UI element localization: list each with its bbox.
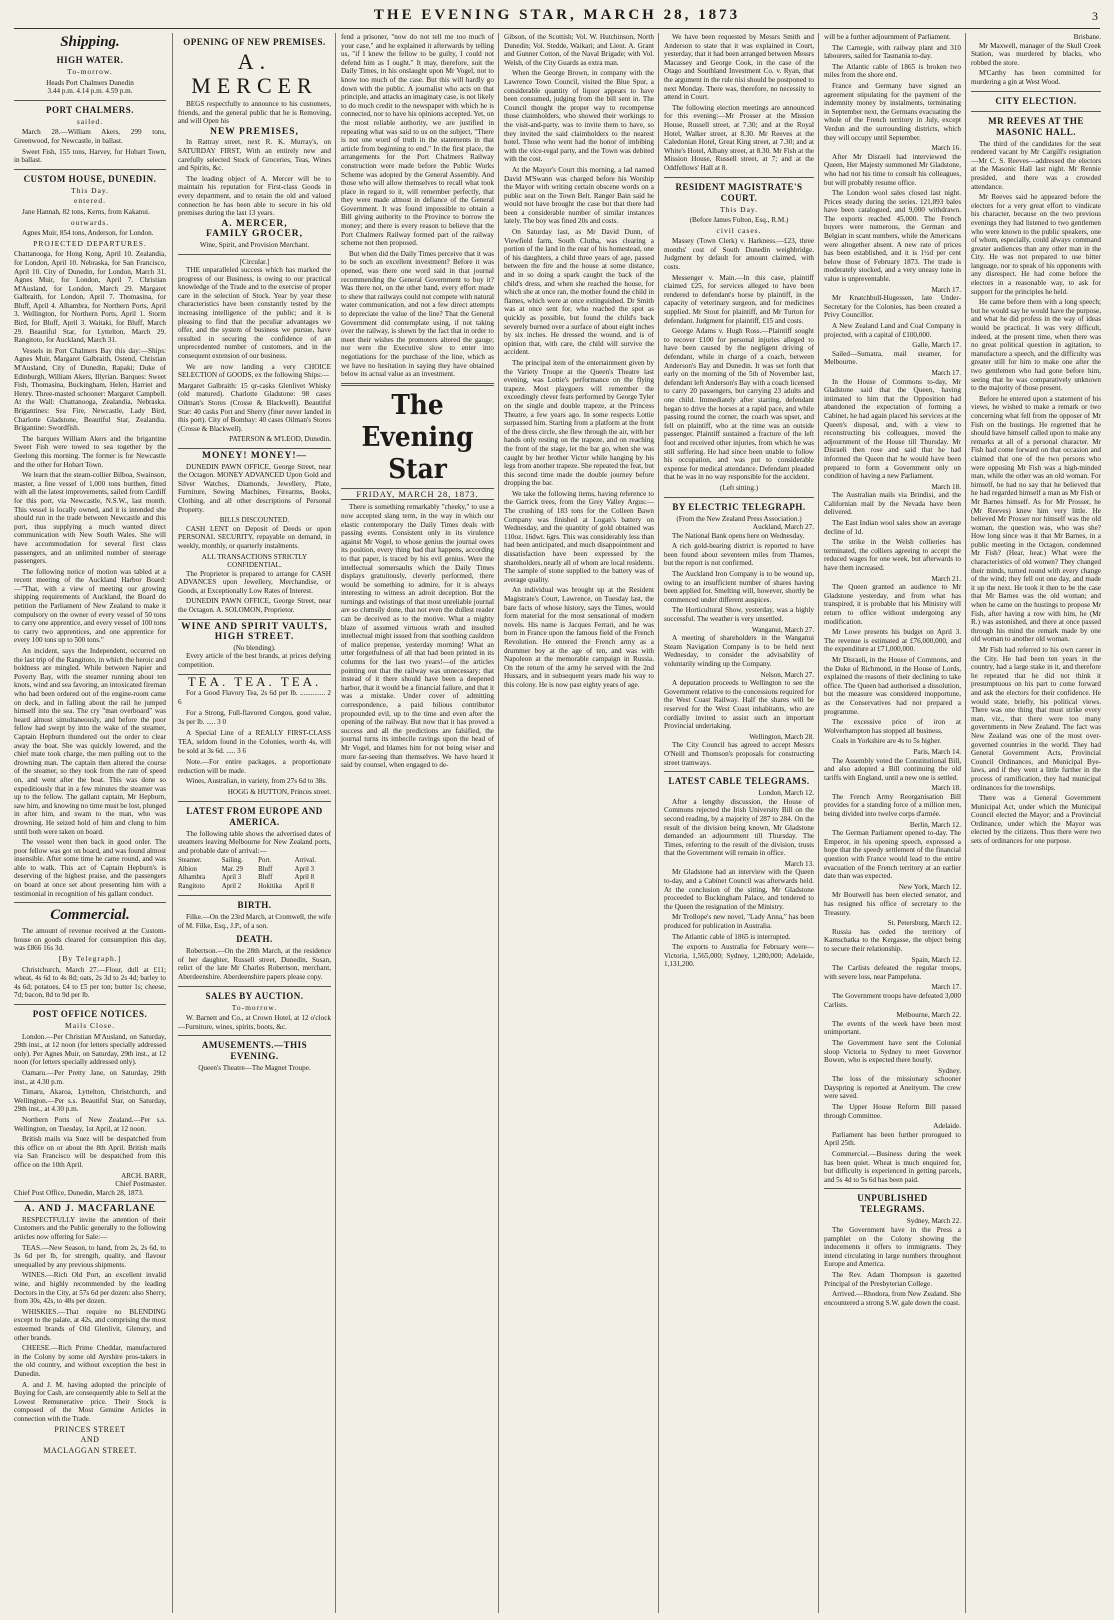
- paragraph: He came before them with a long speech; but he would say he would have the purpose, and what he did profess in the way of ideas would be practical. It was very difficult, indeed, at the present time, when there was no great political question in agitation, to manufacture a speech, and the difficulty was greater still for him to make one after the two gentlemen who had gone before him, seeing that he was comparatively unknown to the majority of those present.: [971, 298, 1101, 393]
- tea-heading: TEA. TEA. TEA.: [187, 673, 322, 689]
- table-cell: Bluff: [258, 865, 273, 873]
- paragraph: British mails via Suez will be despatched from this office on or about the 8th April. British mails via San Francisco will be despatched from this office on the 10th April.: [14, 1135, 166, 1169]
- paragraph: The London wool sales closed last night. Prices steady during the series. 121,893 bales have been catalogued, and 9,000 withdrawn. The exports reached 45,000. The French buyers were numerous, the German and Belgian in scant numbers, while the Americans were altogether absent. A new rate of prices has been established, and it is 1½d per cent below those of February 1873. The trade is moderately stocked, and a very uneasy tone in value is unpreventable.: [824, 189, 961, 284]
- hogg-signature: HOGG & HUTTON, Princes street.: [227, 788, 331, 796]
- paragraph: The following table shows the advertised dates of steamers leaving Melbourne for New Zealand ports, and probable date of arrival:—: [178, 829, 331, 855]
- ad-and: AND: [38, 1204, 62, 1215]
- paragraph: The Assembly voted the Constitutional Bill, and also adopted a Bill continuing the old tariffs with England, until a new one is settled.: [824, 756, 961, 782]
- dateline-london: London, March 12.: [758, 789, 814, 798]
- paragraph: BEGS respectfully to announce to his customers, friends, and the general public that he is Removing, and will Open his: [178, 100, 331, 126]
- dateline: Sydney.: [938, 1066, 961, 1075]
- column-6: [818, 33, 965, 1613]
- tide-times: 3.44 p.m. 4.14 p.m. 4.59 p.m.: [47, 87, 133, 96]
- paragraph: Before he entered upon a statement of his views, he wished to make a remark or two concerning what fell from the opposer of Mr Fish on the hustings. He regretted that he should have himself called upon to make any remarks at all of a personal character. Mr Fish had come forward on that occasion and claimed that one of the two persons who were opposing Mr Fish was a high-minded man, while the other was an old woman. For himself, he had no say that he believed that he had regarded himself a man as Mr Fish or Mr Barnes himself. As for Mr Prosser, he (Mr Reeves) knew him very little. He believed Mr Prosser nor himself was the old woman, the question was, who was she? How long since was it that Mr Barnes, in a public meeting in the Octagon, condemned Mr Fish? (Hear, hear.) What were the characteristics of old women? They changed their minds, turned round with every change of the wind; they fell out one day, and made it up the next. He took it then to be the case that Mr Barnes was the old woman; and when he came on the hustings to propose Mr Fish, after having a row with him, he (Mr R.) was astonished, and there at once passed through his mind the remark made by one old woman to another old woman.: [971, 394, 1101, 644]
- table-cell: Mar. 29: [221, 865, 243, 873]
- paragraph: The vessel went then back in good order. The poor fellow was got on board, and was found almost insensible. After some time he came round, and was able to walk. This act of Captain Hepburn's is deserving of the highest praise, and the passengers on board at once set about presenting him with a testimonial in recognition of his gallant conduct.: [14, 838, 166, 898]
- paragraph: The Upper House Reform Bill passed through Committee.: [824, 1103, 961, 1120]
- paragraph: Mr Maxwell, manager of the Skull Creek Station, was murdered by blacks, who robbed the store.: [971, 41, 1101, 67]
- ad-name: J. MACFARLANE: [65, 1204, 156, 1215]
- signature-name: ARCH. BARR,: [121, 1171, 166, 1180]
- ad-address-2: AND: [80, 1435, 100, 1445]
- paragraph: Filke.—On the 23rd March, at Cromwell, the wife of M. Filke, Esq., J.P., of a son.: [178, 913, 331, 930]
- column-2: [172, 33, 335, 1613]
- paragraph: The events of the week have been most unimportant.: [824, 1019, 961, 1037]
- paragraph: The third of the candidates for the seat rendered vacant by Mr Cargill's resignation —Mr C. S. Reeves—addressed the electors at the Masonic Hall last night. Mr Rennie presided, and there was a crowded attendance.: [971, 139, 1101, 191]
- mercer-signature: A. MERCER,: [221, 218, 288, 229]
- paragraph: When the George Brown, in company with the Lawrence Town Council, visited the Blue Spur, a considerable quantity of liquor appears to have been consumed, judging from the bill sent in. The Council thought the proper way to recompense those claimholders, who showed their workings to the visit-and-party, was to invite them to have, so they invited the said claimholders to the nearest hotel. Those who went had the honor of imbibing with the vice-regal party, and the Town was debited with the cost.: [504, 69, 654, 164]
- projected-departures-heading: PROJECTED DEPARTURES.: [33, 238, 147, 248]
- money-heading: MONEY! MONEY!—: [201, 450, 308, 461]
- paragraph: But when did the Daily Times perceive that it was to be such an excellent investment? Before it was opened, was there one word said in that journal recommending the General Government to buy it? Was there not, on the other hand, every effort made to shew that railways could not compete with natural water communication, and not a few direct attempts to depreciate the value of the line? That the General Government did contemplate using, if not taking over the railway, is shewn by the fact that in order to meet their wishes the promoters altered the gauge; nor were the Executive slow to enter into negotiations for the purchase of the line, which as we have no hesitation in saying they have obtained below its actual value as an investment.: [341, 249, 494, 379]
- latest-europe-heading: LATEST FROM EUROPE AND AMERICA.: [186, 805, 323, 827]
- port-chalmers-heading: PORT CHALMERS.: [45, 104, 135, 115]
- paragraph: A. and J. M. having adopted the principle of Buying for Cash, are consequently able to Sell at the Lowest Remunerative price. Their Stock is composed of the Most Genuine Articles in connection with the Trade.: [14, 1380, 166, 1423]
- paragraph: March 28.—William Akers, 299 tons, Greenwood, for Newcastle, in ballast.: [14, 128, 166, 145]
- tea-price-line: For a Good Flavory Tea, 2s 6d per lb. .............. 2 6: [178, 689, 331, 707]
- paragraph: We learn that the steam-collier Bilboa, Swainson, master, a fine vessel of 1,000 tons burthen, fitted with all the latest improvements, sailed from Cardiff for this port, via Newcastle, N.S.W., last month. This vessel is locally owned, and it is intended she should run in the trade between Newcastle and this port, thus supplying a much wanted direct communication with New South Wales. She will have accommodation for several first class passengers, and an unlimited number of steerage passengers.: [14, 471, 166, 566]
- paragraph: An individual was brought up at the Resident Magistrate's Court, Lawrence, on Tuesday last, the bare facts of whose history, says the Times, would form material for the most sensational of modern novels. His name is Jacques Ferrari, and he was born in France upon the famous field of the French Revolution. He entered the French army as a drummer boy at the age of ten, and was with Napoleon at the memorable campaign in Russia. On the return of the army he served with the 2nd Hussars, and in subsequent years made his way to this colony. He is now past eighty years of age.: [504, 586, 654, 689]
- paragraph: The amount of revenue received at the Custom-house on goods cleared for consumption this day, was £866 16s 3d.: [14, 927, 166, 953]
- divider: [971, 111, 1101, 112]
- table-header: Sailing.: [221, 857, 243, 865]
- left-sitting-label: (Left sitting.): [719, 483, 759, 492]
- paragraph: Mr Trollope's new novel, "Lady Anna," has been produced for publication in Australia.: [664, 913, 814, 931]
- amusements-heading: AMUSEMENTS.—THIS EVENING.: [201, 1040, 308, 1062]
- dateline-wanganui: Wanganui, March 27.: [751, 625, 814, 634]
- ad-initial-a: A.: [24, 1204, 36, 1215]
- reeves-masonic-heading: MR REEVES AT THE MASONIC HALL.: [988, 115, 1084, 137]
- paragraph: DUNEDIN PAWN OFFICE, George Street, near the Octagon. A. SOLOMON, Proprietor.: [178, 597, 331, 615]
- paragraph: Timaru, Akaroa, Lyttelton, Christchurch, and Wellington.—Per s.s. Beautiful Star, on Saturday, 29th inst., at 4.30 p.m.: [14, 1088, 166, 1114]
- paragraph: Commercial.—Business during the week has been quiet. Wheat is much enquired for, but difficulty is experienced in getting parcels, and 5s 4d to 5s 6d has been paid.: [824, 1150, 961, 1184]
- paragraph: Mr Knatchbull-Hugessen, late Under-Secretary for the Colonies, has been created a Privy Councillor.: [824, 294, 961, 320]
- paragraph: George Adams v. Hugh Ross.—Plaintiff sought to recover £100 for personal injuries alleged to have been caused by the negligent driving of defendant, while in charge of a coach, between Anderson's Bay and Dunedin. It was set forth that early on the morning of the 5th of November last, defendant left Anderson's Bay with a coach licensed to carry 20 passengers, but carrying 23 adults and one child. Immediately after starting, defendant began to drive the horses at a rapid pace, and while passing round the corner, the coach was upset, and fell on plaintiff, who at the time was an outside passenger. Plaintiff sustained a fracture of the left foot and received other injuries, from which he was still suffering. He had since been unable to follow his occupation, and was put to considerable expense for medical attendance. Defendant pleaded that he was in no way responsible for the accident.: [664, 327, 814, 482]
- paragraph: The French Army Reorganisation Bill provides for a standing force of a million men, being divided into twelve corps d'armée.: [824, 792, 961, 819]
- paragraph: Margaret Galbraith: 15 qr-casks Glenlivet Whisky (old matured). Charlotte Gladstone: 98 cases Oilman's Stores (Crosse & Blackwell). Beautiful Star: 40 casks Port and Sherry (finer never landed in this port). City of Bombay: 40 cases Oilman's Stores (Crosse & Blackwell).: [178, 381, 331, 433]
- paragraph: The following notice of motion was tabled at a recent meeting of the Auckland Harbor Board:—"That, with a view of meeting our growing shipping requirements of Auckland, the Board do petition the Parliament of New Zealand to make it compulsory on the owner of every vessel of 50 tons to carry one apprentice, and every vessel of 100 tons to carry two apprentices, and one apprentice for every 100 tons up to 500 tons.": [14, 567, 166, 645]
- page-number: 3: [1092, 9, 1098, 23]
- paragraph: WHISKIES.—That require no BLENDING except to the palate, at 42s, and comprising the most esteemed brands of Old Glenlivit, Glenury, and other brands.: [14, 1307, 166, 1342]
- paragraph: The loss of the missionary schooner Dayspring is reported at Aneityum. The crew were saved.: [824, 1075, 961, 1101]
- dateline: Sydney, March 22.: [906, 1217, 961, 1226]
- column-7: [965, 33, 1101, 1613]
- table-cell: Hokitika: [258, 882, 282, 890]
- paragraph: Northern Ports of New Zealand.—Per s.s. Wellington, on Tuesday, 1st April, at 12 noon.: [14, 1115, 166, 1133]
- dateline: Paris, March 14.: [913, 747, 961, 756]
- paragraph: RESPECTFULLY invite the attention of their Customers and the Public generally to the following articles now offering for Sale:—: [14, 1215, 166, 1242]
- paragraph: The Government have sent the Colonial sloop Victoria to Sydney to meet Governor Bowen, who is expected there hourly.: [824, 1038, 961, 1065]
- paragraph: DUNEDIN PAWN OFFICE, George Street, near the Octagon. MONEY ADVANCED Upon Gold and Silver Watches, Diamonds, Jewellery, Plate, Furniture, Sewing Machines, Firearms, Books, Clothing, and all other descriptions of Personal Property.: [178, 462, 331, 514]
- paragraph: After a lengthy discussion, the House of Commons rejected the Irish University Bill on the second reading, by a majority of 287 to 284. On the result of the division being known, Mr Gladstone demanded an adjournment till Thursday. The Times, referring to the result of the division, trusts that the Government will remain in office.: [664, 797, 814, 858]
- table-cell: April 3: [221, 874, 242, 882]
- dateline: March 18.: [931, 482, 961, 491]
- divider: [178, 895, 331, 896]
- this-day-label: This Day.: [70, 185, 110, 195]
- high-street-label: HIGH STREET.: [214, 632, 295, 643]
- opening-heading: OPENING OF NEW PREMISES.: [183, 37, 326, 47]
- divider: [14, 1004, 166, 1005]
- mercer-ad-title: A. MERCER: [191, 49, 318, 98]
- paragraph: The Auckland Iron Company is to be wound up, owing to an insufficient number of shares having been applied for. Smelting will, however, shortly be commenced under different auspices.: [664, 570, 814, 604]
- table-cell: April 8: [294, 874, 315, 882]
- entered-label: entered.: [74, 196, 106, 206]
- city-election-heading: CITY ELECTION.: [995, 95, 1077, 106]
- tea-price-line: A Special Line of a REALLY FIRST-CLASS TEA, seldom found in the Colonies, worth 4s, will be sold at 3s 6d. ..... 3 6: [178, 729, 331, 756]
- divider: [14, 169, 166, 170]
- paragraph: In Rattray street, next R. K. Murray's, on SATURDAY FIRST, With an entirely new and carefully selected Stock of Groceries, Teas, Wines and Spirits, &c.: [178, 138, 331, 173]
- press-association-label: (From the New Zealand Press Association.): [676, 514, 802, 523]
- wine-merchant-label: Wine, Spirit, and Provision Merchant.: [199, 240, 310, 249]
- columns: [14, 33, 1100, 1613]
- paragraph: THE unparalleled success which has marked the progress of our Business, is owing to our practical knowledge of the Trade and to the exercise of proper care in the selection of Stock. Year by year these characteristics have been constantly tested by the increasing intelligence of the public; and it is pleasing to find that the peculiar advantages we offer, and the system of business we pursue, have resulted in securing the confidence of an unprecedented number of customers, and in the consequent extension of our business.: [178, 266, 331, 361]
- table-header: Port.: [258, 857, 272, 865]
- steamer-table: [178, 857, 331, 891]
- divider: [178, 801, 331, 802]
- cable-telegrams-heading: LATEST CABLE TELEGRAMS.: [668, 776, 810, 787]
- paragraph: Mr Gladstone had an interview with the Queen to-day, and a Cabinet Council was afterwards held. At the conclusion of the sitting, Mr Gladstone proceeded to Buckingham Palace, and tendered to the Queen the resignation of the Ministry.: [664, 868, 814, 911]
- paragraph: In the House of Commons to-day, Mr Gladstone said that the Queen, having intimated to him that the Opposition had abandoned the expectation of forming a Cabinet, he had again placed his services at the Queen's disposal, and, with a view to reconstructing his colleagues, moved the adjournment of the House till Thursday. Mr Disraeli then rose and said that he had informed the Queen that he would have been prepared to form a Government only on condition of having a new Parliament.: [824, 377, 961, 481]
- paragraph: The Queen granted an audience to Mr Gladstone yesterday, and from what has transpired, it is probable that his Ministry will return to office without undergoing any modification.: [824, 583, 961, 626]
- rm-court-heading: RESIDENT MAGISTRATE'S COURT.: [675, 181, 803, 203]
- paragraph: After Mr Disraeli had interviewed the Queen, Her Majesty summoned Mr Gladstone, who had not his time to consult his colleagues, but will probably resume office.: [824, 152, 961, 187]
- page-header: [14, 6, 1100, 29]
- paragraph: The principal item of the entertainment given by the Variety Troupe at the Queen's Theatre last evening, was Lottie's performance on the flying trapeze. Most playgoers will remember the exceedingly clever feats performed by George Tyler on the single and double trapeze, at the Princess Theatre, a few years ago. In some respects Lottie surpassed him. Starting from a platform at the front of the dress circle, she flew through the air, with her hands only resting on the trapeze, and on reaching the front of the stage, let the bar go, when she was caught by her brother Victor while hanging by his legs from another trapeze. She repeated the feat, but this second time made the double journey before dropping the bar.: [504, 358, 654, 488]
- table-cell: April 3: [294, 865, 315, 873]
- paragraph: On Saturday last, as Mr David Dunn, of Viewfield farm, South Clutha, was clearing a portion of the land in the rear of his homestead, one of his daughters, a child three years of age, passed between the fire and the house at some distance, and in so doing a spark caught the back of the child's dress, and when she reached the house, for which she at once ran, the mother found the child in flames, which were at once extinguished. Dr Smith was at once sent for, who reached the spot as quickly as possible, but found the child's back severely burned over a surface of about eight inches by six inches. He dressed the wound, and is of opinion that, with care, the child will survive the accident.: [504, 228, 654, 357]
- paragraph: will be a further adjournment of Parliament.: [824, 33, 951, 41]
- sales-heading: SALES BY AUCTION.: [205, 990, 304, 1001]
- divider: [14, 902, 166, 903]
- death-heading: DEATH.: [236, 934, 273, 945]
- signature-title: Chief Postmaster.: [115, 1180, 166, 1189]
- paragraph: Parliament has been further prorogued to April 25th.: [824, 1130, 961, 1148]
- paragraph: The Proprietor is prepared to arrange for CASH ADVANCES upon Jewellery, Merchandise, or Goods, at Exceptionally Low Rates of Interest.: [178, 569, 331, 595]
- new-premises-label: NEW PREMISES,: [210, 126, 299, 137]
- no-blending-label: (No blending).: [233, 643, 276, 652]
- divider: [824, 1188, 961, 1189]
- dateline-wellington: Wellington, March 28.: [749, 732, 814, 741]
- table-header: Arrival.: [294, 857, 316, 865]
- paragraph: London.—Per Christian M'Ausland, on Saturday, 29th inst., at 12 noon (for letters specially addressed only). Per Agnes Muir, on Saturday, 29th inst., at 12 noon (for letters specially addressed only).: [14, 1032, 166, 1067]
- dateline: Berlin, March 12.: [909, 820, 961, 829]
- paragraph: The Rev. Adam Thompson is gazetted Principal of the Presbyterian College.: [824, 1270, 961, 1288]
- paragraph: Agnes Muir, 854 tons, Anderson, for London.: [22, 229, 154, 238]
- paragraph: The Carlists defeated the regular troops, with severe loss, near Pampeluna.: [824, 964, 961, 981]
- divider: [178, 448, 331, 449]
- birth-heading: BIRTH.: [237, 900, 272, 910]
- dateline: March 16.: [931, 144, 961, 153]
- paragraph: We have been requested by Messrs Smith and Anderson to state that it was explained in Court, yesterday, that it had been arranged between Messrs Macassey and George Cook, in the case of the Otago and Southland Investment Co. v. Ryan, that the argument in the rule nisi should be postponed to next Monday. There was, therefore, no necessity to attend in Court.: [664, 33, 814, 102]
- column-4: [498, 33, 658, 1613]
- paragraph: Robertson.—On the 28th March, at the residence of her daughter, Russell street, Dunedin, Susan, relict of the late Mr Charles Robertson, merchant, Aberdeenshire. Aberdeenshire papers please copy.: [178, 947, 331, 981]
- paragraph: The Atlantic cable of 1865 is broken two miles from the shore end.: [824, 62, 961, 80]
- ad-address-1: PRINCES STREET: [54, 1424, 126, 1434]
- dateline: FRIDAY, MARCH 28, 1873.: [341, 488, 494, 501]
- paragraph: Sailed—Sumatra, mail steamer, for Melbourne.: [824, 349, 961, 367]
- table-cell: Alhambra: [178, 874, 206, 882]
- paragraph: A rich gold-bearing district is reported to have been found about seventeen miles from Thames, but the report is not confirmed.: [664, 542, 814, 568]
- paragraph: Chattanooga, for Hong Kong, April 10. Zealandia, for London, April 10. Nebraska, for San Francisco, April 10. City of Dunedin, for London, March 31. Agnes Muir, for London, April 7. Christian M'Ausland, for London, March 29. Margaret Galbraith, for London, April 7. Thomasina, for Bluff, April 4. Alhambra, for Northern Ports, April 3. Wellington, for Northern Ports, April 1. Storm Bird, for Bluff, April 3. Waitaki, for Bluff, March 29. Beautiful Star, for Lyttelton, March 29. Rangitoto, for Auckland, March 31.: [14, 250, 166, 345]
- paragraph: There was a General Government Municipal Act, under which the Municipal Council elected the Mayor; and a Provincial Ordinance, under which the Mayor was elected by the citizens. Thus there were two sets of ordinances for one purpose.: [971, 794, 1101, 846]
- shipping-heading: Shipping.: [60, 34, 120, 50]
- paragraph: WINES.—Rich Old Port, an excellent invalid wine, and highly recommended by the leading Doctors in the City, at 57s 6d per dozen: also Sherry, from 30s, 42s, to 48s per dozen.: [14, 1271, 166, 1306]
- dateline: March 18.: [931, 784, 961, 793]
- leader-paragraph: There is something remarkably "cheeky," to use a now accepted slang term, in the way in which our elastic contemporary the Daily Times deals with passing events. Consistent only in its virulence against Mr Vogel, to whose genius the journal owes its position, every thing bad that happens, according to that paper, is traced by his evil genius. Were the intellectual somersaults which the Daily Times displays gratuitously, cleverly performed, there would be something to admire, for it is always interesting to witness an adroit deception. But the turnings and twistings of that most unreliable journal are so clumsily done, that not even the dullest reader can be deceived as to the motive. What a mighty blaze of assumed virtuous wrath and insulted intellectual might issued from that soothing cauldron of malice prepense, yesterday morning! What an utter forgetfulness of all that had been printed in its columns for the last two years!—of the articles pointing out that the railway was unnecessary; that instead of it there should have been a deepened harbor, that it would be a financial failure, and that it was a mistake. Under cover of admitting correspondence, a paid bilious contributor propounded evil, up to the time and even after the opening of the railway. But now that it has proved a success and all the predictions are falsified, the journal turns its imbecile ravings upon the head of Mr Vogel, and blames him for not being wiser and more far-seeing than themselves. We have heard it said by counsel, when engaged to de-: [341, 503, 494, 770]
- table-cell: Albion: [178, 865, 197, 873]
- dateline: Brisbane.: [1073, 33, 1101, 41]
- table-cell: Rangitoto: [178, 882, 205, 890]
- circular-label: [Circular.]: [239, 257, 270, 266]
- paragraph: Jane Hannah, 82 tons, Kerns, from Kakanui.: [22, 207, 150, 216]
- divider: [664, 497, 814, 498]
- paragraph: At the Mayor's Court this morning, a lad named David M'Swann was charged before his Worship the Mayor with writing certain obscene words on a public seat on the Town Belt. Ranger Bain said he would not have brought the case but that there had been a considerable number of similar instances lately. The boy was fined 20s and costs.: [504, 165, 654, 226]
- paragraph: Messenger v. Main.—In this case, plaintiff claimed £25, for services alleged to have been rendered to defendant's horse by plaintiff, in the capacity of veterinary surgeon, and for medicines supplied. Mr Stout for plaintiff, and Mr Turton for defendant. Judgment for plaintiff, £15 and costs.: [664, 273, 814, 325]
- table-cell: April 2: [221, 882, 242, 890]
- table-cell: Bluff: [258, 874, 273, 882]
- by-telegraph-label: [By Telegraph.]: [58, 954, 122, 964]
- paragraph: CHEESE.—Rich Prime Cheddar, manufactured in the Colony by some old Ayrshire pros-takers in the old country, and without exception the best in Dunedin.: [14, 1344, 166, 1378]
- paragraph: We take the following items, having reference to the Garrick trees, from the Grey Valley Argus:—The crushing of 183 tons for the Colleen Bawn Company was finished at Logan's battery on Wednesday, and the quantity of gold obtained was 110oz. 16dwt. 6grs. This was considerably less than had been anticipated, and much disappointment and dissatisfaction have been expressed by the shareholders, nearly all of whom are local residents. The sample of stone supplied to the battery was of average quality.: [504, 489, 654, 584]
- dateline: Adelaide.: [933, 1122, 961, 1131]
- unpublished-telegrams-heading: UNPUBLISHED TELEGRAMS.: [857, 1193, 928, 1215]
- paragraph: The Government troops have defeated 3,000 Carlists.: [824, 991, 961, 1009]
- electric-telegraph-heading: BY ELECTRIC TELEGRAPH.: [672, 501, 806, 512]
- sailed-label: sailed.: [76, 116, 104, 126]
- before-label: (Before James Fulton, Esq., R.M.): [689, 216, 789, 225]
- paragraph: Queen's Theatre—The Magnet Troupe.: [198, 1064, 311, 1073]
- dateline-march-13: March 13.: [784, 859, 814, 868]
- paragraph: Oamaru.—Per Pretty Jane, on Saturday, 29th inst., at 4.30 p.m.: [14, 1068, 166, 1086]
- paragraph: Gibson, of the Scottish; Vol. W. Hutchinson, North Dunedin; Vol. Stedde, Waikari; and Lieut. A. Grant and Gunner Cotton, of the Naval Brigade; with Vol. Welsh, of the City Guards as extra man.: [504, 33, 654, 67]
- divider: [664, 177, 814, 178]
- paragraph: M'Carthy has been committed for murdering a gin at West Wood.: [971, 69, 1101, 86]
- paragraph: Sweet Fish, 155 tons, Harvey, for Hobart Town, in ballast.: [14, 147, 166, 165]
- paragraph: An incident, says the Independent, occurred on the last trip of the Rangitoto, in which the heroic and boldness are mingled. While between Napier and Poverty Bay, with the steamer running about ten knots, wind and sea favoring, an intoxicated fireman who had been ordered out of the engine-room came on deck, and in falling about the rail he jumped himself into the sea. The cry "man overboard" was heard almost simultaneously, and before the poor fellow had swept by into the wake of the steamer, Captain Hepburn thundered out the order to clear away the boat. She was quickly lowered, and the chief mate took charge, the men pulling out to the drowning man. The captain then altered the course of the steamer, so they took from the rate of speed on, and went after the boat. This was done so expeditiously that in a few minutes the steamer was up to the fellow. The gallant captain, Mr Hepburn, saw him, and knowing no time must be lost, plunged in after him, and swam to the man, who was drowning. He seized hold of him and clung to him until both were taken on board.: [14, 647, 166, 836]
- divider: [14, 1201, 166, 1202]
- table-header: Steamer.: [178, 857, 202, 865]
- column-1: [14, 33, 170, 1613]
- dateline: March 17.: [931, 285, 961, 294]
- wine-vaults-heading: WINE AND SPIRIT VAULTS,: [181, 621, 328, 632]
- paragraph: The National Bank opens here on Wednesday.: [672, 531, 805, 540]
- signature-place: Chief Post Office, Dunedin, March 28, 1873.: [14, 1188, 144, 1197]
- dateline: Melbourne, March 22.: [896, 1011, 961, 1020]
- column-5: [658, 33, 818, 1613]
- divider: [178, 1035, 331, 1036]
- paragraph: The strike in the Welsh collieries has terminated, the colliers agreeing to accept the reduced wages for one week, but afterwards to have them increased.: [824, 538, 961, 573]
- paragraph: Vessels in Port Chalmers Bay this day:—Ships: Agnes Muir, Margaret Galbraith, Ostend, Christian M'Ausland, City of Dunedin, Rapaki; Duke of Edinburgh, William Akers, Illyrian. Barques: Sweet Fish, Thomasina, Buckingham, Helen, Harriet and Henry. Three-masted schooner: Margaret Campbell. At the Wall: Chattanooga, Zealandia, Nebraska. Brigantines: Sea Fire, Newcastle, Lady Bird, Charlotte Gladstone, Beautiful Star, Zealandia. Brigantine: Swordfish.: [14, 346, 166, 433]
- paragraph: Mr Boutwell has been elected senator, and has resigned his office of secretary to the Treasury.: [824, 891, 961, 917]
- divider: [178, 619, 331, 620]
- family-grocer-label: FAMILY GROCER,: [205, 229, 304, 240]
- divider: [178, 986, 331, 987]
- dateline: Galle, March 17.: [912, 341, 961, 350]
- dateline: March 17.: [931, 368, 961, 377]
- paragraph: Mr Disraeli, in the House of Commons, and the Duke of Richmond, in the House of Lords, explained the reasons of their declining to take office. The Queen had authorised a dissolution, but the measure was considered inopportune, as the Conservatives had not prepared a programme.: [824, 655, 961, 716]
- paragraph: The following election meetings are announced for this evening:—Mr Prosser at the Mission House, Russell street, at 7.30; and at the Royal Hotel, Walker street, at 8.30. Mr Reeves at the Caledonian Hotel, Great King street, at 7.30; and at White's Hotel, Albany street, at 8.30. Mr Fish at the Mission House, Russell street, at 7; and at the Oddfellows' Hall at 8.: [664, 103, 814, 172]
- paragraph: The Atlantic cable of 1865 is interrupted.: [672, 932, 791, 941]
- confidential-label: ALL TRANSACTIONS STRICTLY CONFIDENTIAL.: [201, 552, 308, 570]
- tea-price-line: For a Strong, Full-flavored Congou, good value, 3s per lb. ..... 3 0: [178, 709, 331, 727]
- outwards-label: outwards.: [70, 217, 110, 227]
- paragraph: fend a prisoner, "now do not tell me too much of your case," and he explained it afterwards by telling us, "if I knew the fellow to be guilty, I could not defend him as I ought." It may, therefore, suit the Daily Times, in his onslaught upon Mr Vogel, not to know too much of the case. But this will hardly go down with the public. A journalist who acts on that principle, and attacks an imaginary case, is not likely to do much credit to the newspaper with which he is connected, nor to have his opinions accepted. Yet, on the most reliable authority, we are justified in repeating what was said to us on the subject, "There is not one word of truth in the statements in that article from beginning to end." In the first place, the arrangements for the Port Chalmers Railway construction were made before the Public Works Scheme was adopted by the General Assembly. And those who will allow themselves to recall what took place in regard to it, will remember perfectly, that they were made almost in defiance of the General Government. It was found impossible to obtain a Bill giving authority to the Province to borrow the money; and there is every reason to believe that the Port Chalmers Railway formed part of the railway scheme not then proposed.: [341, 33, 494, 248]
- dateline: St. Petersburg, March 12.: [887, 919, 961, 928]
- civil-cases-label: civil cases.: [716, 225, 762, 235]
- paragraph: Mr Reeves said he appeared before the electors for a very great effort to vindicate his character, because on the two previous evenings they had listened to two gentlemen who were known to the public speakers, one of whom, especially, could always command greater audiences than any other man in the City. He was not prepared to use bitter language, nor to speak of his opponents with any disrespect. He had come before the electors in a reasonable way, to ask for support for the principles he held.: [971, 193, 1101, 296]
- paragraph: Massey (Town Clerk) v. Harkness.—£23, three months' cost of South Dunedin weighbridge. Judgment by default for amount claimed, with costs.: [664, 237, 814, 272]
- paragraph: Wines, Australian, in variety, from 27s 6d to 38s.: [186, 777, 327, 786]
- mails-close-label: Mails Close.: [65, 1021, 115, 1030]
- paragraph: Note.—For entire packages, a proportionate reduction will be made.: [178, 758, 331, 775]
- paragraph: A deputation proceeds to Wellington to see the Government relative to the concessions required for the West Coast Railway. Half the shares will be reserved for the West Coast inhabitants, who are cordially invited to assist such an important Provincial undertaking.: [664, 679, 814, 731]
- paragraph: The East Indian wool sales show an average decline of 1d.: [824, 519, 961, 536]
- paragraph: Mr Fish had referred to his own career in the City. He had been ten years in the country, had a large stake in it, and therefore he repeated that he did not think it presumptuous on his part to come forward and ask the electors for their confidence. He would state, briefly, his political views. There was one thing that must strike every man, viz., that there were too many governments in New Zealand. The fact was New Zealand was one of the most over-governed countries in the world. They had General Government Acts, Provincial Council Ordinances, and Municipal Bye-laws, and if they went a little further in the process of ramification, they had municipal ordinances for the townships.: [971, 646, 1101, 792]
- table-cell: April 8: [294, 882, 315, 890]
- paragraph: Christchurch, March 27.—Flour, dull at £11; wheat, 4s 6d to 4s 8d; oats, 2s 3d to 2s 4d; barley to 4s 6d; potatoes, £4 to £5 per ton; butter 1s; cheese, 7d; bacon, 8d to 9d per lb.: [14, 965, 166, 1000]
- paragraph: The barques William Akers and the brigantine Sweet Fish were towed to sea together by the Geelong this morning. The former is for Newcastle and the other for Hobart Town.: [14, 434, 166, 469]
- divider: [178, 254, 331, 255]
- dateline-auckland: Auckland, March 27.: [752, 523, 814, 532]
- this-day-label: This Day.: [719, 204, 759, 214]
- paragraph: Mr Lowe presents his budget on April 3. The revenue is estimated at £76,000,000, and the expenditure at £71,000,000.: [824, 628, 961, 654]
- paragraph: TEAS.—New Season, to hand, from 2s, 2s 6d, to 3s 6d per lb, for strength, quality, and flavour unequalled by any previous shipments.: [14, 1243, 166, 1269]
- custom-house-heading: CUSTOM HOUSE, DUNEDIN.: [23, 173, 157, 184]
- dateline: New York, March 12.: [898, 882, 961, 891]
- paragraph: CASH LENT on Deposit of Deeds or upon PERSONAL SECURITY, repayable on demand, in weekly, monthly, or quarterly instalments.: [178, 524, 331, 550]
- paragraph: The Government have in the Press a pamphlet on the Colony showing the inducements it offers to immigrants. They intend circulating in large numbers throughout Europe and America.: [824, 1226, 961, 1269]
- divider: [14, 100, 166, 101]
- post-office-heading: POST OFFICE NOTICES.: [32, 1009, 148, 1019]
- paragraph: The Australian mails via Brindisi, and the Californian mail by the Nevada have been delivered.: [824, 491, 961, 517]
- paragraph: The German Parliament opened to-day. The Emperor, in his opening speech, expressed a hope that the speedy settlement of the financial question with France would lead to the entire evacuation of the French territory at an earlier date than was expected.: [824, 829, 961, 881]
- ad-address-3: MACLAGGAN STREET.: [43, 1445, 137, 1455]
- dateline: March 21.: [931, 574, 961, 583]
- to-morrow-label: To-morrow.: [231, 1002, 278, 1012]
- column-3: [335, 33, 498, 1613]
- divider: [341, 383, 494, 386]
- paragraph: France and Germany have signed an agreement stipulating for the payment of the indemnity money by instalments, terminating in September next, the Germans evacuating the whole of the French territory in July, except Verdun and the surrounding districts, which they will occupy until September.: [824, 81, 961, 142]
- tide-places: Heads Port Chalmers Dunedin: [46, 78, 134, 87]
- paragraph: The Carnegie, with railway plant and 310 labourers, sailed for Tasmania to-day.: [824, 43, 961, 61]
- paragraph: W. Barnett and Co., at Crown Hotel, at 12 o'clock—Furniture, wines, spirits, boots, &c.: [178, 1014, 331, 1031]
- paragraph: Every article of the best brands, at prices defying competition.: [178, 652, 331, 670]
- paragraph: The exports to Australia for February were—Victoria, 1,565,000; Sydney, 1,280,000; Adelaide, 1,131,200.: [664, 943, 814, 969]
- high-water-heading: HIGH WATER.: [56, 55, 124, 65]
- dateline-nelson: Nelson, March 27.: [760, 670, 814, 679]
- paragraph: The excessive price of iron at Wolverhampton has stopped all business.: [824, 718, 961, 735]
- dateline: Spain, March 12.: [911, 955, 961, 964]
- divider: [664, 771, 814, 772]
- paragraph: Arrived.—Rhodora, from New Zealand. She encountered a strong S.W. gale down the coast.: [824, 1290, 961, 1307]
- paragraph: A meeting of shareholders in the Wanganui Steam Navigation Company is to be held next Wednesday, to consider the advisability of voluntarily winding up the Company.: [664, 634, 814, 668]
- bills-discounted-label: BILLS DISCOUNTED.: [219, 516, 290, 525]
- paragraph: The Horticultural Show, yesterday, was a highly successful. The weather is very unsettled.: [664, 606, 814, 624]
- divider: [971, 91, 1101, 92]
- masthead: The Evening Star: [361, 389, 474, 485]
- commercial-heading: Commercial.: [50, 907, 130, 924]
- paragraph: The City Council has agreed to accept Messrs O'Neill and Thomson's proposals for constructing street tramways.: [664, 741, 814, 767]
- paragraph: Russia has ceded the territory of Kamschatka to the Kergasse, the object being to secure their relationship.: [824, 927, 961, 953]
- paragraph: A New Zealand Land and Coal Company is projected, with a capital of £100,000.: [824, 322, 961, 339]
- newspaper-title: THE EVENING STAR, MARCH 28, 1873: [373, 7, 741, 23]
- paragraph: The leading object of A. Mercer will be to maintain his reputation for First-class Goods in every department, and to retain the old and valued connection he has been able to secure in his old premises during the last 13 years.: [178, 174, 331, 218]
- high-water-subheading: To-morrow.: [67, 67, 113, 76]
- paragraph: Coals in Yorkshire are 4s to 5s higher.: [832, 737, 942, 746]
- paterson-signature: PATERSON & M'LEOD, Dunedin.: [229, 435, 331, 444]
- macfarlane-ad-title: [14, 1205, 166, 1214]
- paragraph: We are now landing a very CHOICE SELECTION of GOODS, ex the following Ships:—: [178, 362, 331, 380]
- dateline: March 17.: [931, 983, 961, 992]
